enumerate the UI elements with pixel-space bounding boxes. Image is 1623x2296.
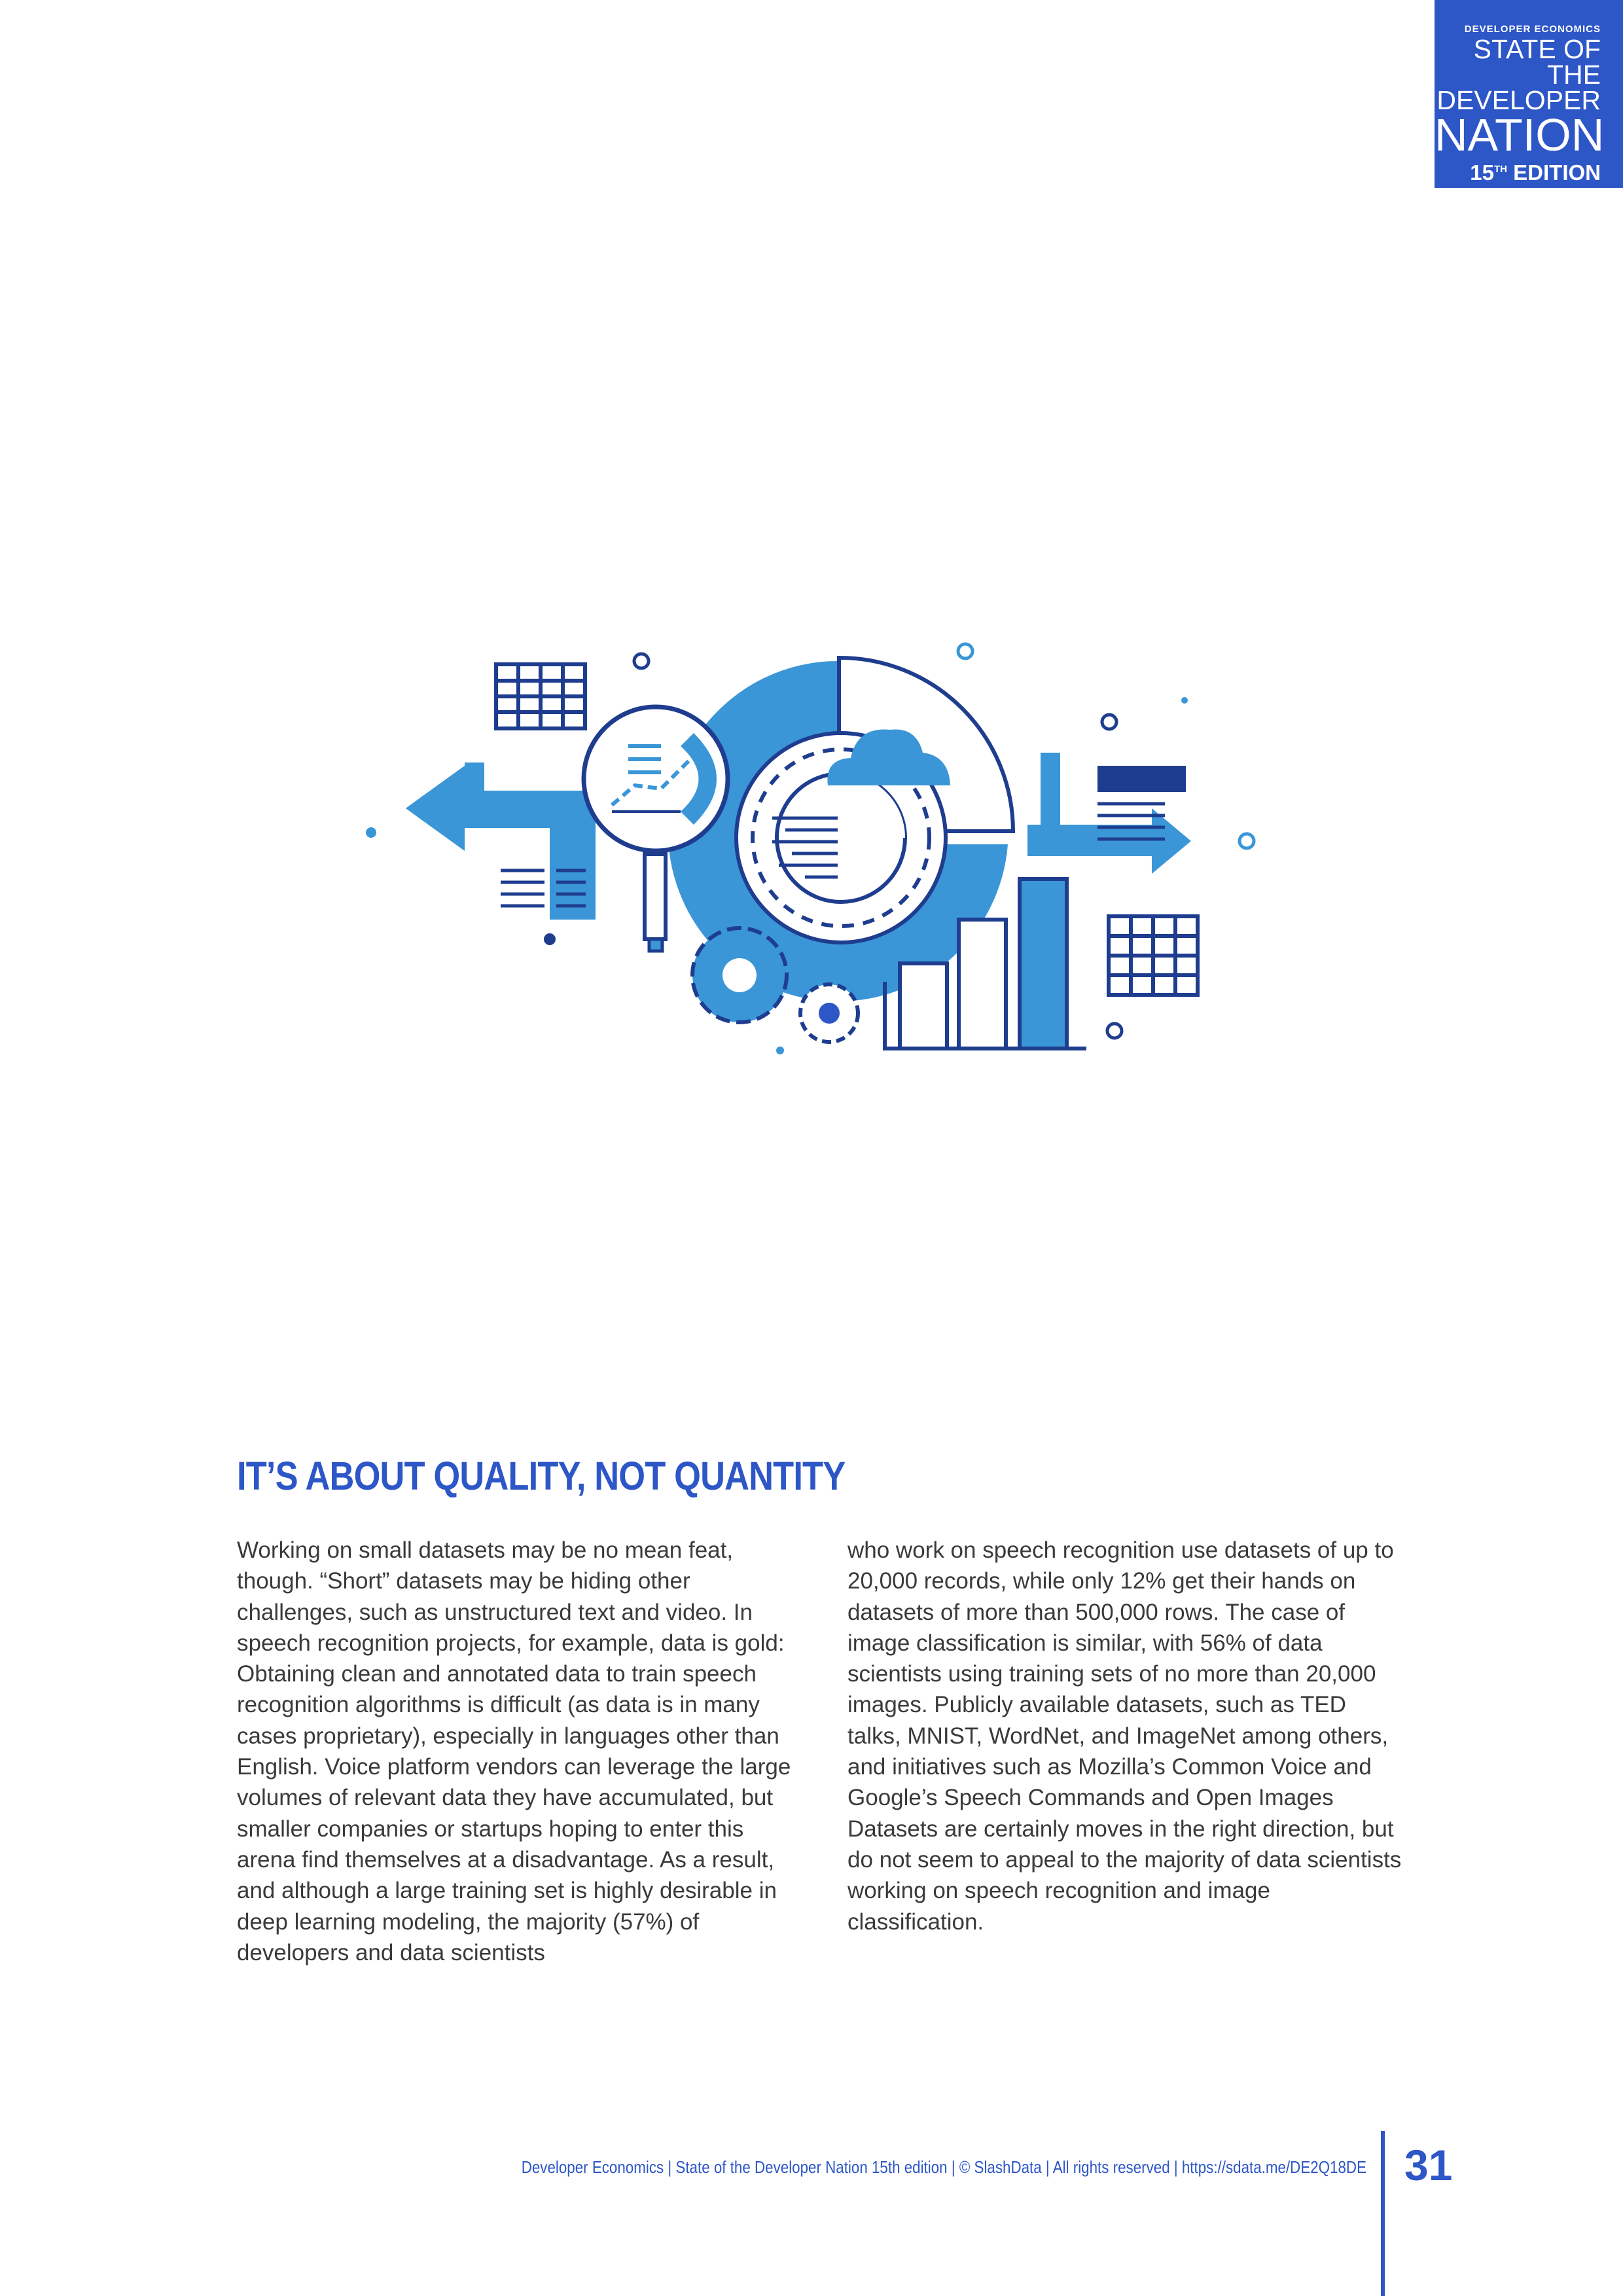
edition-badge: [1435, 0, 1623, 188]
page-number: 31: [1404, 2141, 1453, 2189]
badge-edition-number: 15: [1470, 160, 1494, 185]
badge-line-1: STATE OF THE: [1473, 34, 1601, 90]
badge-edition-suffix: TH: [1493, 164, 1507, 175]
badge-line-3: NATION: [1435, 109, 1605, 160]
body-column-1: Working on small datasets may be no mean feat, though. “Short” datasets may be hiding other challenges, such as unstructured text and video. In speech recognition projects, for example, data is gold: Obtaining clean and annotated data to train speech recognition algorithms is difficult (as data is in many cases proprietary), especially in languages other than English. Voice platform vendors can leverage the large volumes of relevant data they have accumulated, but smaller companies or startups hoping to enter this arena find themselves at a disadvantage. As a result, and although a large training set is highly desirable in deep learning modeling, the majority (57%) of developers and data scientists: [237, 1537, 791, 1965]
footer-divider: [1381, 2131, 1385, 2296]
badge-line-2: DEVELOPER: [1436, 85, 1601, 115]
section-title: IT’S ABOUT QUALITY, NOT QUANTITY: [237, 1454, 846, 1498]
badge-kicker: DEVELOPER ECONOMICS: [1464, 24, 1601, 35]
body-column-2: who work on speech recognition use datasets of up to 20,000 records, while only 12% get their hands on datasets of more than 500,000 rows. The case of image classification is similar, with 56% of data scientists using training sets of no more than 20,000 images. Publicly available datasets, such as TED talks, MNIST, WordNet, and ImageNet among others, and initiatives such as Mozilla’s Common Voice and Google’s Speech Commands and Open Images Datasets are certainly moves in the right direction, but do not seem to appeal to the majority of data scientists working on speech recognition and image classification.: [847, 1537, 1402, 1935]
badge-edition: [1435, 156, 1601, 186]
badge-edition-word: EDITION: [1513, 160, 1601, 185]
data-analytics-illustration: [353, 628, 1270, 1073]
footer-text: Developer Economics | State of the Developer Nation 15th edition | © SlashData | All rights reserved | https://sdata.me/DE2Q18DE: [521, 2157, 1366, 2177]
